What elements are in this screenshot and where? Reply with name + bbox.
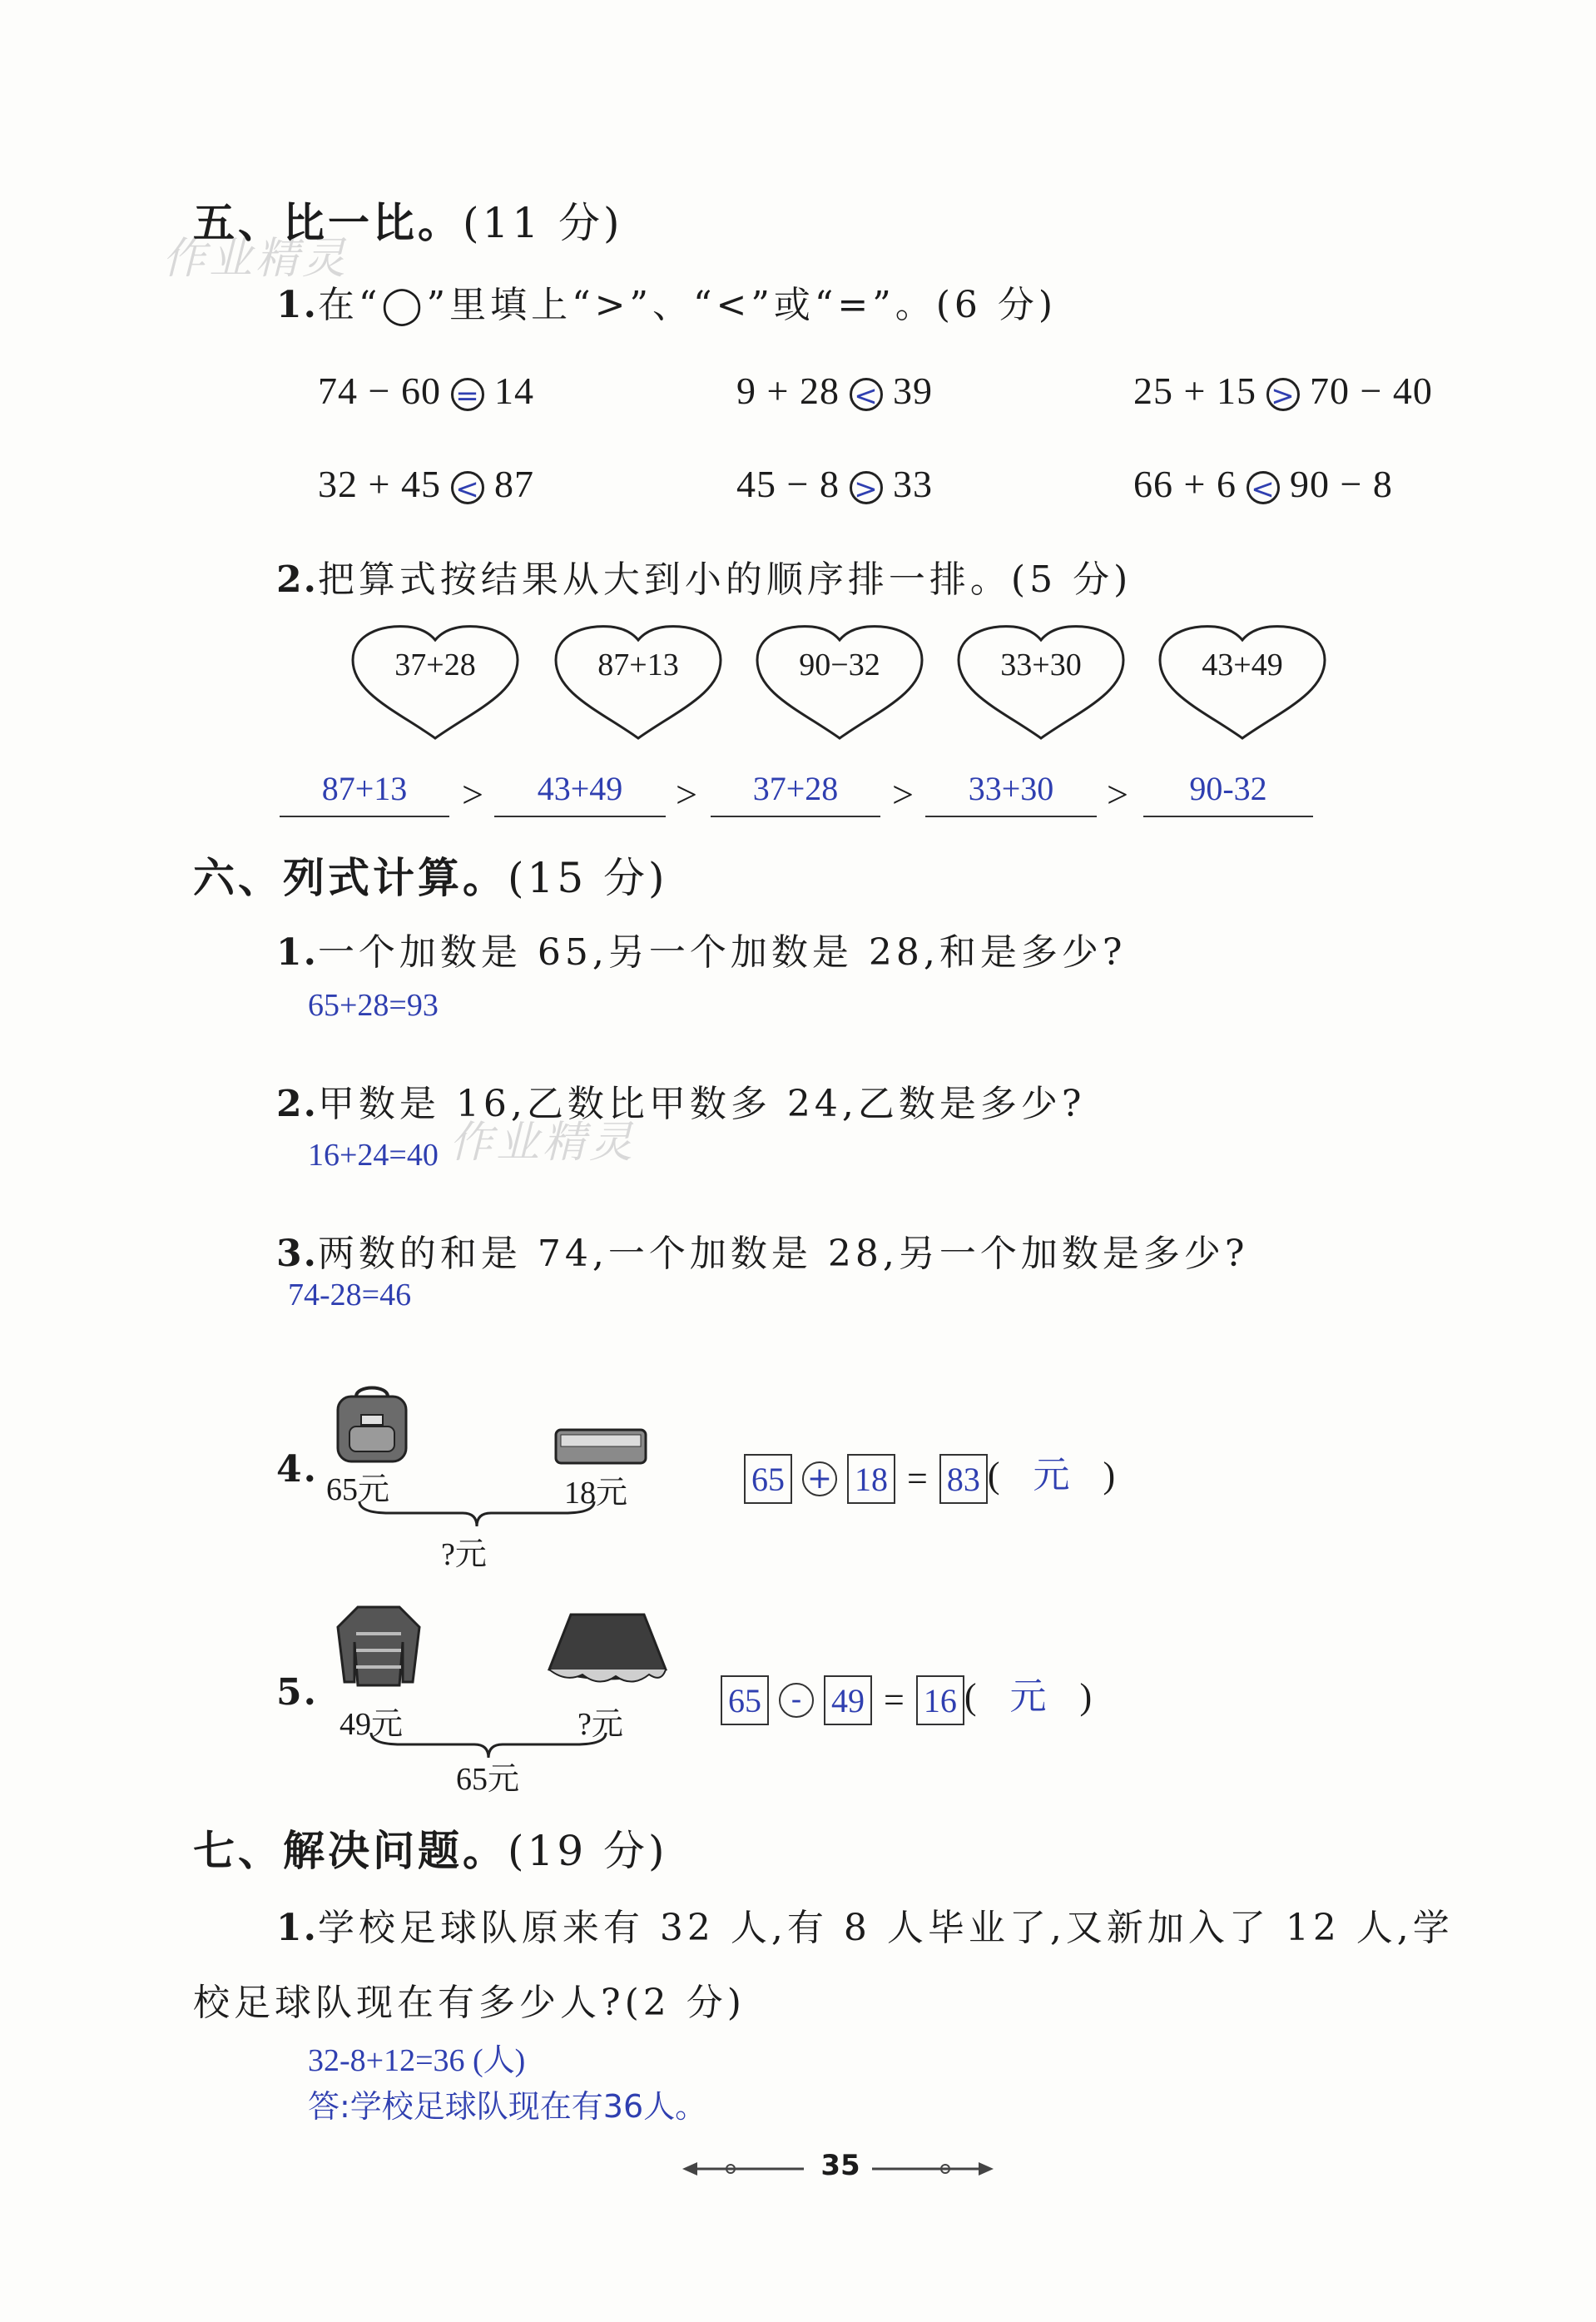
compare-circle[interactable]: > bbox=[1266, 378, 1300, 411]
heart-card bbox=[551, 620, 726, 745]
heart-card bbox=[954, 620, 1128, 745]
question-7-1-line2: 校足球队现在有多少人?(2 分) bbox=[193, 1982, 746, 2024]
unit-answer[interactable]: 元 bbox=[1009, 1676, 1047, 1717]
compare-circle[interactable]: = bbox=[451, 378, 484, 411]
compare-right: 14 bbox=[493, 370, 534, 412]
answer-box[interactable]: 16 bbox=[916, 1675, 964, 1725]
answer-box[interactable]: 83 bbox=[939, 1454, 988, 1504]
watermark: 作业精灵 bbox=[162, 234, 349, 284]
question-6-2 bbox=[276, 1074, 1085, 1127]
price-label: ?元 bbox=[577, 1707, 623, 1742]
compare-circle[interactable]: < bbox=[1247, 471, 1280, 504]
question-7-1-line1 bbox=[276, 1898, 1454, 1951]
compare-circle[interactable]: < bbox=[451, 471, 484, 504]
section-title: 七、解决问题。 bbox=[193, 1826, 508, 1875]
question-number: 1. bbox=[276, 1907, 318, 1949]
price-label: 65元 bbox=[326, 1472, 390, 1507]
unit-open: ( bbox=[987, 1455, 1000, 1496]
section-title: 五、比一比。 bbox=[193, 198, 463, 247]
compare-item bbox=[736, 369, 933, 413]
question-text: 在“◯”里填上“>”、“<”或“=”。(6 分) bbox=[317, 284, 1058, 326]
section-7-heading bbox=[193, 1818, 668, 1878]
order-blank[interactable]: 33+30 bbox=[925, 766, 1097, 817]
compare-item bbox=[318, 462, 534, 506]
footer-ornament-right-icon bbox=[870, 2159, 995, 2179]
answer-box[interactable]: 18 bbox=[847, 1454, 895, 1504]
compare-left: 25 + 15 bbox=[1133, 370, 1256, 412]
compare-item bbox=[1133, 462, 1393, 506]
compare-item bbox=[318, 369, 534, 413]
order-blank[interactable]: 37+28 bbox=[711, 766, 880, 817]
compare-right: 87 bbox=[493, 463, 534, 505]
operator-circle[interactable]: + bbox=[802, 1461, 837, 1496]
answer-6-1: 65+28=93 bbox=[308, 988, 439, 1023]
watermark: 作业精灵 bbox=[449, 1118, 637, 1168]
section-points: (11 分) bbox=[463, 199, 623, 247]
order-blank[interactable]: 87+13 bbox=[280, 766, 449, 817]
question-number: 1. bbox=[276, 284, 318, 326]
compare-right: 70 − 40 bbox=[1309, 370, 1433, 412]
section-points: (19 分) bbox=[508, 1827, 668, 1875]
answer-box[interactable]: 65 bbox=[721, 1675, 769, 1725]
greater-sign: > bbox=[676, 773, 697, 816]
heart-expression: 90−32 bbox=[799, 647, 880, 682]
question-6-1 bbox=[276, 922, 1126, 975]
skirt-icon bbox=[541, 1608, 674, 1691]
question-text: 一个加数是 65,另一个加数是 28,和是多少? bbox=[317, 931, 1127, 974]
compare-circle[interactable]: > bbox=[850, 471, 883, 504]
pencil-case-icon bbox=[553, 1423, 649, 1466]
price-label: 18元 bbox=[564, 1476, 628, 1511]
unit-close: ) bbox=[1103, 1455, 1116, 1496]
total-label: ?元 bbox=[441, 1537, 487, 1572]
brace-icon bbox=[356, 1498, 597, 1531]
question-5-2 bbox=[276, 549, 1132, 603]
order-blank[interactable]: 90-32 bbox=[1143, 766, 1313, 817]
unit-close: ) bbox=[1079, 1676, 1093, 1717]
answer-box[interactable]: 49 bbox=[824, 1675, 872, 1725]
total-label: 65元 bbox=[456, 1762, 520, 1797]
compare-item bbox=[736, 462, 933, 506]
sweater-icon bbox=[333, 1602, 424, 1689]
compare-left: 9 + 28 bbox=[736, 370, 840, 412]
section-5-heading bbox=[193, 190, 623, 250]
question-number: 2. bbox=[276, 558, 318, 601]
question-6-4-number: 4. bbox=[276, 1448, 318, 1491]
equals-sign: = bbox=[884, 1679, 905, 1721]
question-number: 2. bbox=[276, 1083, 318, 1125]
heart-card bbox=[752, 620, 927, 745]
heart-card bbox=[1155, 620, 1330, 745]
heart-expression: 33+30 bbox=[1000, 647, 1082, 682]
section-points: (15 分) bbox=[508, 854, 668, 902]
compare-right: 90 − 8 bbox=[1289, 463, 1393, 505]
question-6-5-number: 5. bbox=[276, 1671, 318, 1714]
compare-left: 74 − 60 bbox=[318, 370, 441, 412]
question-text: 两数的和是 74,一个加数是 28,另一个加数是多少? bbox=[317, 1233, 1249, 1275]
equation-6-4 bbox=[744, 1445, 1115, 1504]
compare-left: 45 − 8 bbox=[736, 463, 840, 505]
greater-sign: > bbox=[462, 773, 483, 816]
section-6-heading bbox=[193, 845, 668, 905]
order-blank[interactable]: 43+49 bbox=[494, 766, 666, 817]
greater-sign: > bbox=[892, 773, 914, 816]
page-number: 35 bbox=[820, 2149, 860, 2182]
equals-sign: = bbox=[907, 1458, 928, 1500]
section-title: 六、列式计算。 bbox=[193, 853, 508, 902]
question-text: 学校足球队原来有 32 人,有 8 人毕业了,又新加入了 12 人,学 bbox=[317, 1907, 1454, 1949]
operator-circle[interactable]: - bbox=[779, 1683, 814, 1718]
answer-6-3: 74-28=46 bbox=[288, 1278, 412, 1312]
compare-circle[interactable]: < bbox=[850, 378, 883, 411]
equation-6-5 bbox=[721, 1666, 1092, 1725]
price-label: 49元 bbox=[340, 1707, 404, 1742]
question-text: 甲数是 16,乙数比甲数多 24,乙数是多少? bbox=[317, 1083, 1086, 1125]
answer-6-2: 16+24=40 bbox=[308, 1138, 439, 1173]
unit-answer[interactable]: 元 bbox=[1033, 1455, 1070, 1496]
unit-open: ( bbox=[964, 1676, 977, 1717]
heart-expression: 37+28 bbox=[394, 647, 476, 682]
question-5-1 bbox=[276, 275, 1057, 328]
question-6-3 bbox=[276, 1223, 1248, 1277]
heart-expression: 87+13 bbox=[597, 647, 679, 682]
answer-7-1: 32-8+12=36 (人) bbox=[308, 2043, 526, 2078]
backpack-icon bbox=[326, 1382, 418, 1465]
question-number: 3. bbox=[276, 1233, 318, 1275]
compare-item bbox=[1133, 369, 1433, 413]
answer-box[interactable]: 65 bbox=[744, 1454, 792, 1504]
reply-7-1: 答:学校足球队现在有36人。 bbox=[308, 2088, 707, 2125]
heart-expression: 43+49 bbox=[1202, 647, 1283, 682]
compare-right: 39 bbox=[892, 370, 933, 412]
compare-left: 32 + 45 bbox=[318, 463, 441, 505]
greater-sign: > bbox=[1107, 773, 1128, 816]
compare-left: 66 + 6 bbox=[1133, 463, 1237, 505]
heart-card bbox=[348, 620, 523, 745]
question-text: 把算式按结果从大到小的顺序排一排。(5 分) bbox=[317, 558, 1133, 601]
question-number: 1. bbox=[276, 931, 318, 974]
compare-right: 33 bbox=[892, 463, 933, 505]
